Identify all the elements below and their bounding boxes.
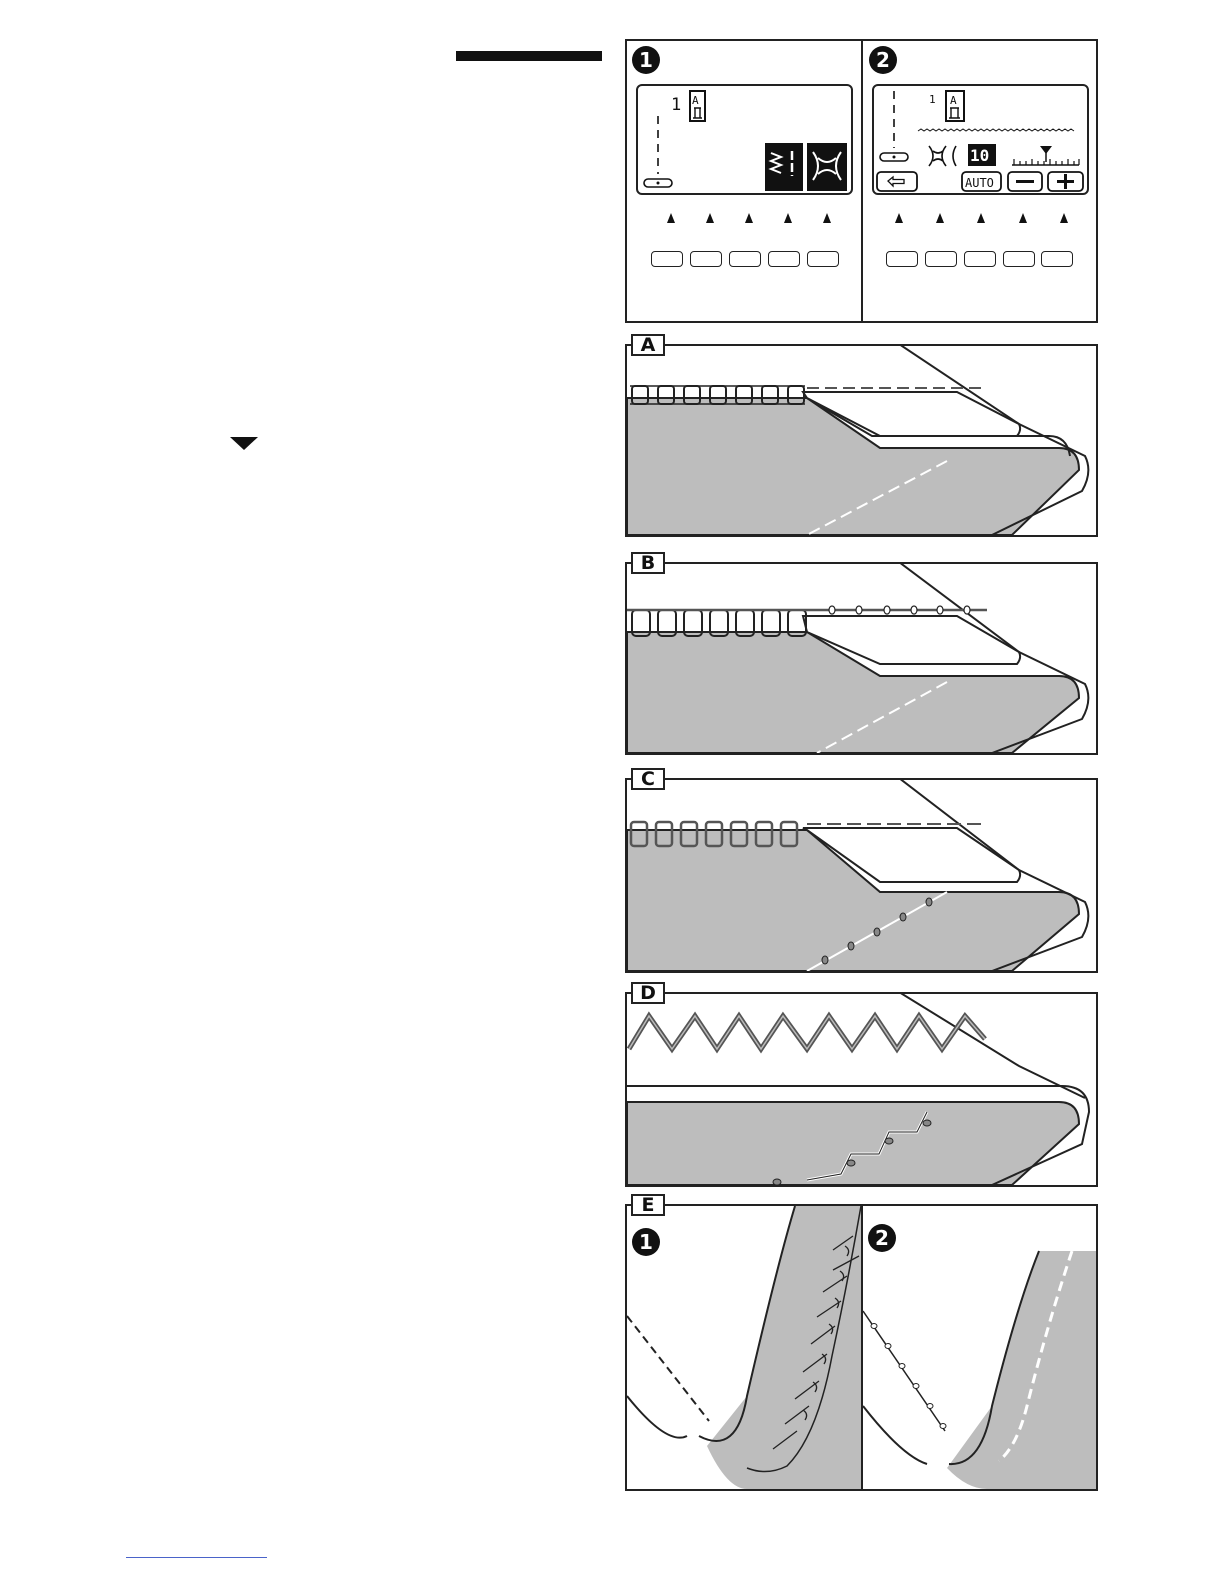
screen-1-button-3[interactable] — [729, 251, 761, 267]
presser-foot-icon — [690, 91, 705, 121]
figure-a — [625, 334, 1098, 537]
plus-button — [1048, 172, 1083, 191]
step-1-badge: 1 — [632, 46, 660, 74]
figure-e — [625, 1194, 1098, 1491]
figure-b-label: B — [631, 552, 665, 574]
screen-panel — [625, 39, 1098, 323]
figure-c-label: C — [631, 768, 665, 790]
figure-d-illustration — [627, 994, 1096, 1185]
pointer-2-4 — [1019, 213, 1027, 223]
stitch-value: 10 — [970, 146, 990, 165]
screen-2-button-5[interactable] — [1041, 251, 1073, 267]
screen-1-button-5[interactable] — [807, 251, 839, 267]
figure-e-left-badge: 1 — [632, 1228, 660, 1256]
figure-b — [625, 552, 1098, 755]
pointer-1-5 — [823, 213, 831, 223]
lcd-2-graphics — [874, 86, 1087, 193]
step-2-badge: 2 — [869, 46, 897, 74]
pointer-1-2 — [706, 213, 714, 223]
pointer-2-2 — [936, 213, 944, 223]
lcd-2-digit: 1 — [929, 93, 936, 106]
header-rule — [456, 51, 602, 61]
figure-a-illustration — [627, 346, 1096, 535]
pointer-1-1 — [667, 213, 675, 223]
pointer-1-3 — [745, 213, 753, 223]
lcd-1-graphics — [638, 86, 851, 193]
overlock-stitch-icon — [807, 143, 847, 191]
blind-stitch-icon — [765, 143, 803, 191]
panel-divider — [861, 41, 863, 321]
figure-e-label: E — [631, 1194, 665, 1216]
presser-foot-icon — [946, 91, 964, 121]
figure-c — [625, 768, 1098, 973]
footer-link-line — [126, 1557, 267, 1558]
lcd-2-foot-label: A — [950, 94, 957, 107]
pointer-2-5 — [1060, 213, 1068, 223]
screen-2-button-3[interactable] — [964, 251, 996, 267]
pointer-1-4 — [784, 213, 792, 223]
screen-1-button-2[interactable] — [690, 251, 722, 267]
lcd-1-digit: 1 — [671, 95, 682, 115]
lcd-1-foot-label: A — [692, 94, 699, 107]
figure-d-label: D — [631, 982, 665, 1004]
screen-1-button-4[interactable] — [768, 251, 800, 267]
figure-a-label: A — [631, 334, 665, 356]
screen-2-button-1[interactable] — [886, 251, 918, 267]
lcd-screen-1 — [636, 84, 853, 195]
back-arrow-icon — [877, 172, 917, 191]
pointer-2-3 — [977, 213, 985, 223]
figure-b-illustration — [627, 564, 1096, 753]
figure-e-right-badge: 2 — [868, 1224, 896, 1252]
figure-d — [625, 982, 1098, 1187]
pointer-2-1 — [895, 213, 903, 223]
auto-button — [962, 172, 1001, 191]
width-scale — [1012, 146, 1079, 165]
figure-c-illustration — [627, 780, 1096, 971]
down-triangle-icon — [230, 437, 258, 450]
screen-1-button-1[interactable] — [651, 251, 683, 267]
screen-2-button-2[interactable] — [925, 251, 957, 267]
auto-label: AUTO — [965, 176, 994, 190]
figure-e-divider — [861, 1206, 863, 1489]
screen-2-button-4[interactable] — [1003, 251, 1035, 267]
minus-button — [1008, 172, 1042, 191]
lcd-screen-2 — [872, 84, 1089, 195]
